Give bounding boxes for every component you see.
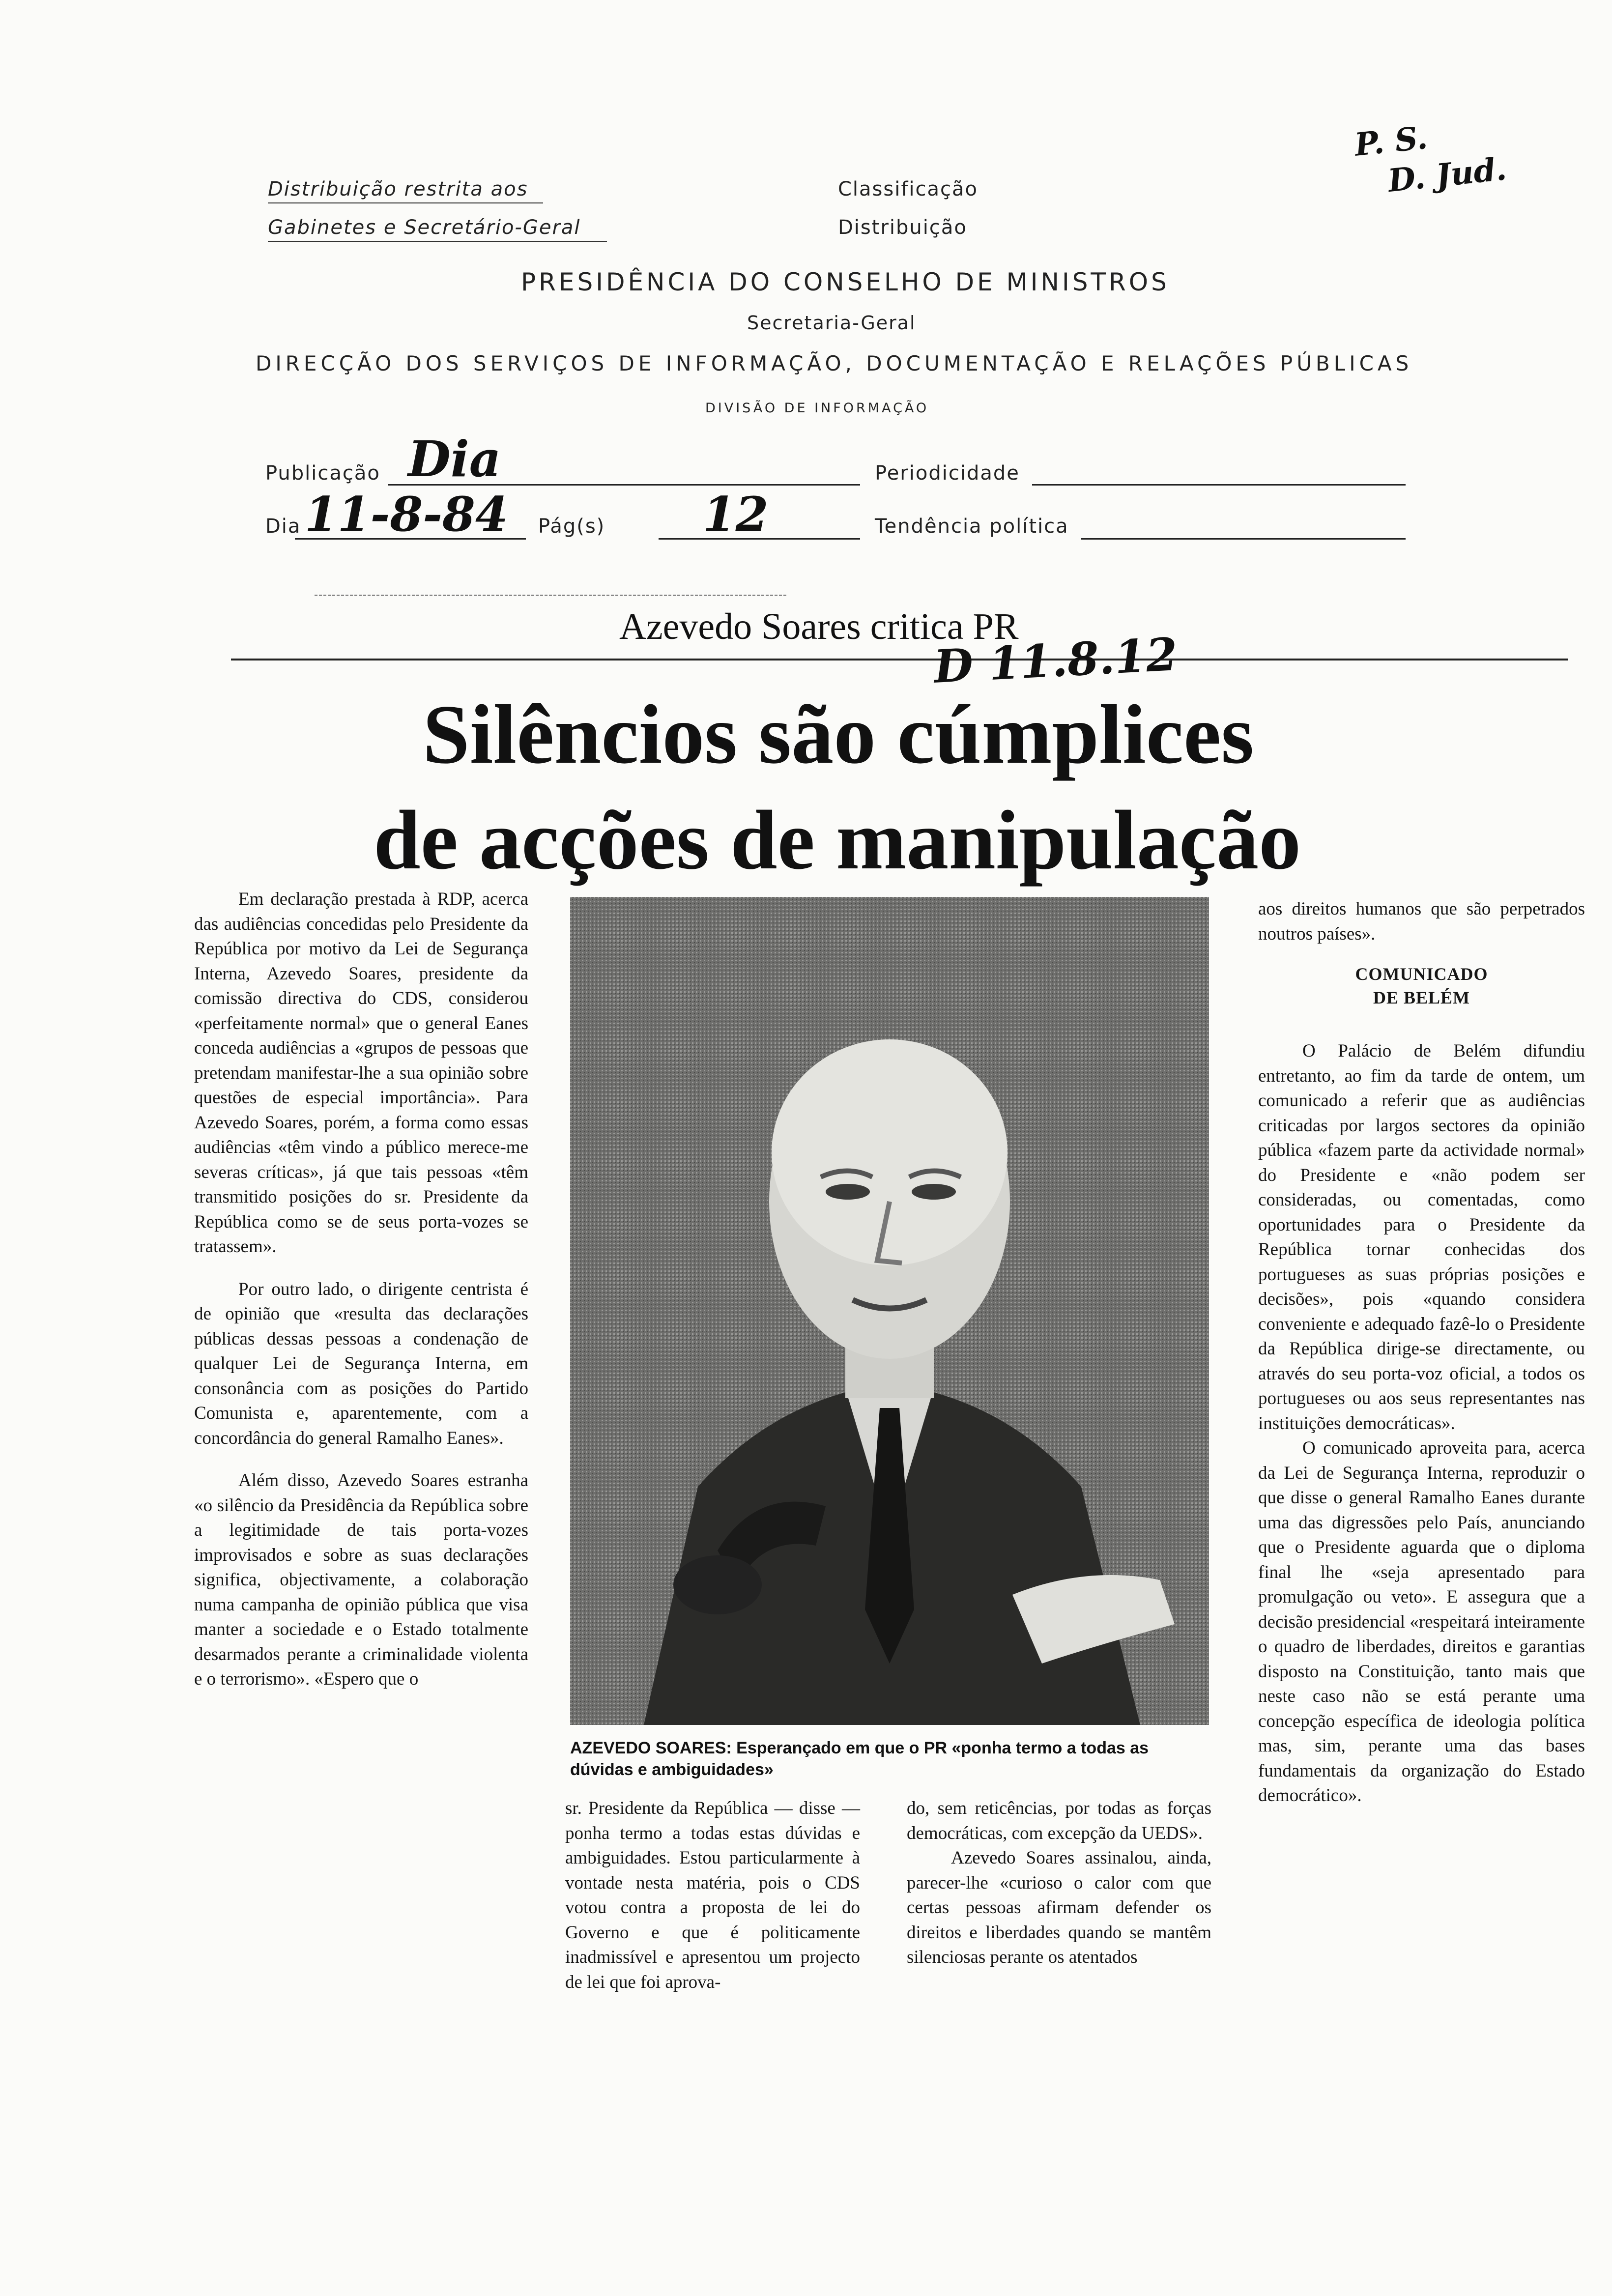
column-3-paragraph-1: do, sem reticências, por todas as forças democráticas, com excepção da UEDS». (907, 1798, 1211, 1843)
section-subhead-line1: COMUNICADO (1355, 964, 1488, 984)
column-2-paragraph: sr. Presidente da República — disse — ponha termo a todas estas dúvidas e ambiguidades. Estou particularmente à vontade nesta matéria, pois o CDS votou contra a proposta de lei do Governo e que é politicamente inadmissível e apresentou um projecto de lei que foi aprova- (565, 1798, 860, 1992)
restricted-distribution-line1: Distribuição restrita aos (268, 178, 543, 203)
photo-caption: AZEVEDO SOARES: Esperançado em que o PR «ponha termo a todas as dúvidas e ambiguidades» (570, 1739, 1149, 1779)
division: DIVISÃO DE INFORMAÇÃO (705, 401, 929, 416)
org-subtitle: Secretaria-Geral (747, 312, 916, 334)
political-tendency-field (1081, 511, 1406, 540)
kicker-rule (231, 659, 1568, 660)
pages-label: Pág(s) (538, 515, 605, 538)
article-kicker: Azevedo Soares critica PR (619, 606, 1019, 647)
column-1-paragraph-2: Por outro lado, o dirigente centrista é de opinião que «resulta das declarações públicas dessas pessoas a condenação de qualquer Lei de Segurança Interna, em consonância com as posições do Partido Comunista e, aparentemente, com a concordância do general Ramalho Eanes». (194, 1279, 528, 1448)
article-column-3 (907, 1796, 1211, 1970)
day-value: 11-8-84 (305, 487, 508, 542)
org-title: PRESIDÊNCIA DO CONSELHO DE MINISTROS (521, 268, 1170, 296)
headline-line2: de acções de manipulação (374, 794, 1301, 887)
article-column-4 (1258, 897, 1585, 1808)
handwritten-note-line2: D. Jud. (1386, 150, 1508, 200)
periodicity-field (1032, 459, 1406, 486)
restricted-distribution-line2: Gabinetes e Secretário-Geral (268, 216, 607, 242)
column-1-paragraph-3: Além disso, Azevedo Soares estranha «o silêncio da Presidência da República sobre a legitimidade de tais porta-vozes improvisados e sobre as suas declarações significa, objectivamente, a colaboração numa campanha de opinião pública que visa manter a sociedade e o Estado totalmente desarmados perante a criminalidade violenta e o terrorismo». «Espero que o (194, 1470, 528, 1689)
headline-line1: Silêncios são cúmplices (423, 688, 1254, 781)
periodicity-label: Periodicidade (875, 462, 1020, 485)
publication-field (388, 430, 860, 488)
column-3-paragraph-2: Azevedo Soares assinalou, ainda, parecer-lhe «curioso o calor com que certas pessoas afirmam defender os direitos e liberdades quando se mantêm silenciosas perante os atentados (907, 1848, 1211, 1967)
column-4-paragraph-1: O Palácio de Belém difundiu entretanto, ao fim da tarde de ontem, um comunicado a referir que as audiências criticadas por largos sectores da opinião pública «fazem parte da actividade normal» do Presidente e «não podem ser consideradas, ou comentadas, como oportunidades para o Presidente da República tornar conhecidas dos portugueses as suas próprias posições e decisões», pois «quando considera conveniente e adequado fazê-lo o Presidente da República dirige-se directamente, ou através do seu porta-voz oficial, a todos os portugueses ou aos seus representantes nas instituições democráticas». (1258, 1041, 1585, 1434)
publication-label: Publicação (265, 462, 380, 485)
publication-value: Dia (408, 430, 501, 488)
day-label: Dia (265, 515, 301, 538)
article-photo (570, 897, 1209, 1725)
handwritten-note-line1: P. S. (1353, 119, 1430, 164)
classification-label: Classificação (838, 178, 979, 201)
section-subhead (1258, 962, 1585, 1009)
pages-value: 12 (703, 487, 769, 542)
photo-portrait-illustration (570, 897, 1209, 1725)
pages-field (659, 487, 860, 542)
directorate: DIRECÇÃO DOS SERVIÇOS DE INFORMAÇÃO, DOCUMENTAÇÃO E RELAÇÕES PÚBLICAS (256, 351, 1413, 375)
day-field (295, 487, 526, 542)
column-1-paragraph-1: Em declaração prestada à RDP, acerca das audiências concedidas pelo Presidente da República por motivo da Lei de Segurança Interna, Azevedo Soares, presidente da comissão directiva do CDS, considerou «perfeitamente normal» que o general Eanes conceda audiências a «grupos de pessoas que pretendam manifestar-lhe a sua opinião sobre questões de especial importância». Para Azevedo Soares, porém, a forma como essas audiências «têm vindo a público merece-me severas críticas», já que tais pessoas «têm transmitido posições do sr. Presidente da República como se de seus porta-vozes se tratassem». (194, 889, 528, 1257)
article-column-2 (565, 1796, 860, 1995)
handwritten-corner-note (1353, 111, 1508, 204)
distribution-label: Distribuição (838, 216, 967, 239)
article-column-1 (194, 887, 528, 1692)
political-tendency-label: Tendência política (875, 515, 1069, 538)
section-subhead-line2: DE BELÉM (1373, 988, 1470, 1007)
column-4-paragraph-2: O comunicado aproveita para, acerca da Lei de Segurança Interna, reproduzir o que disse o general Ramalho Eanes durante uma das digressões pelo País, anunciando que o Presidente aguarda que o diploma final lhe «seja apresentado para promulgação ou veto». E assegura que a decisão presidencial «respeitará inteiramente o quadro de liberdades, direitos e garantias disposto na Constituição, tanto mais que neste caso não se está perante uma concepção específica de ideologia política mas, sim, perante uma das bases fundamentais da organização do Estado democrático». (1258, 1438, 1585, 1806)
column-4-top: aos direitos humanos que são perpetrados noutros países». (1258, 899, 1585, 944)
handwritten-date-over-headline: D 11.8.12 (932, 628, 1179, 693)
dashed-rule-left (315, 595, 786, 596)
